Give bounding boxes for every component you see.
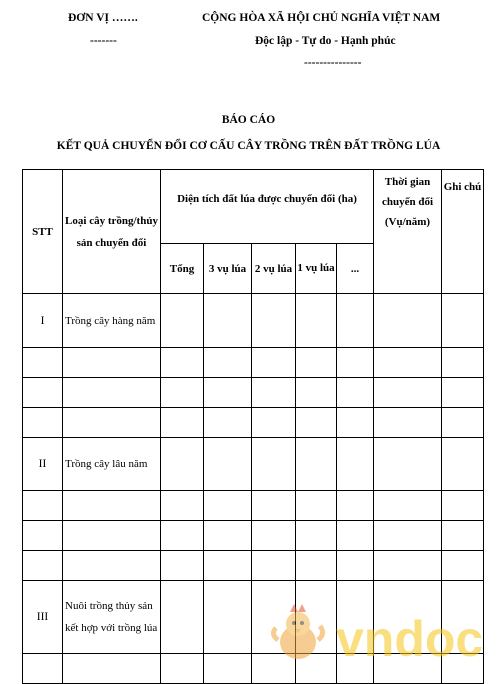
table-row — [23, 491, 484, 521]
subheader-1-crop: 1 vụ lúa — [296, 244, 337, 294]
group-label: Trồng cây hàng năm — [63, 294, 161, 348]
header-area: Diện tích đất lúa được chuyển đổi (ha) — [161, 170, 374, 244]
header-time: Thời gian chuyển đổi (Vụ/năm) — [374, 170, 442, 294]
group-label: Nuôi trồng thủy sản kết hợp với trồng lúa — [63, 581, 161, 654]
national-motto: Độc lập - Tự do - Hạnh phúc — [255, 35, 396, 47]
subheader-2-crops: 2 vụ lúa — [252, 244, 296, 294]
subheader-other: ... — [337, 244, 374, 294]
organization-unit-line: ------- — [90, 35, 117, 47]
table-row — [23, 378, 484, 408]
subheader-3-crops: 3 vụ lúa — [204, 244, 252, 294]
republic-title: CỘNG HÒA XÃ HỘI CHỦ NGHĨA VIỆT NAM — [202, 12, 441, 24]
vndoc-brand-text: vndoc — [336, 611, 484, 665]
header-type: Loại cây trồng/thủy sản chuyển đổi — [63, 170, 161, 294]
group-label: Trồng cây lâu năm — [63, 438, 161, 491]
report-subtitle: KẾT QUẢ CHUYỂN ĐỔI CƠ CẤU CÂY TRỒNG TRÊN ĐẤT TRỒNG LÚA — [56, 140, 441, 152]
group-number: II — [23, 438, 63, 491]
national-motto-line: --------------- — [304, 57, 362, 69]
subheader-total: Tổng — [161, 244, 204, 294]
table-row — [23, 521, 484, 551]
group-number: III — [23, 581, 63, 654]
table-row — [23, 551, 484, 581]
table-row — [23, 348, 484, 378]
report-title: BÁO CÁO — [221, 114, 276, 126]
table-row — [23, 438, 484, 491]
table-row — [23, 408, 484, 438]
organization-unit: ĐƠN VỊ ……. — [68, 12, 138, 24]
header-note: Ghi chú — [442, 170, 484, 294]
vndoc-watermark-logo — [268, 600, 496, 665]
header-stt: STT — [23, 170, 63, 294]
table-row — [23, 294, 484, 348]
chicken-mascot-icon — [273, 604, 322, 659]
group-number: I — [23, 294, 63, 348]
